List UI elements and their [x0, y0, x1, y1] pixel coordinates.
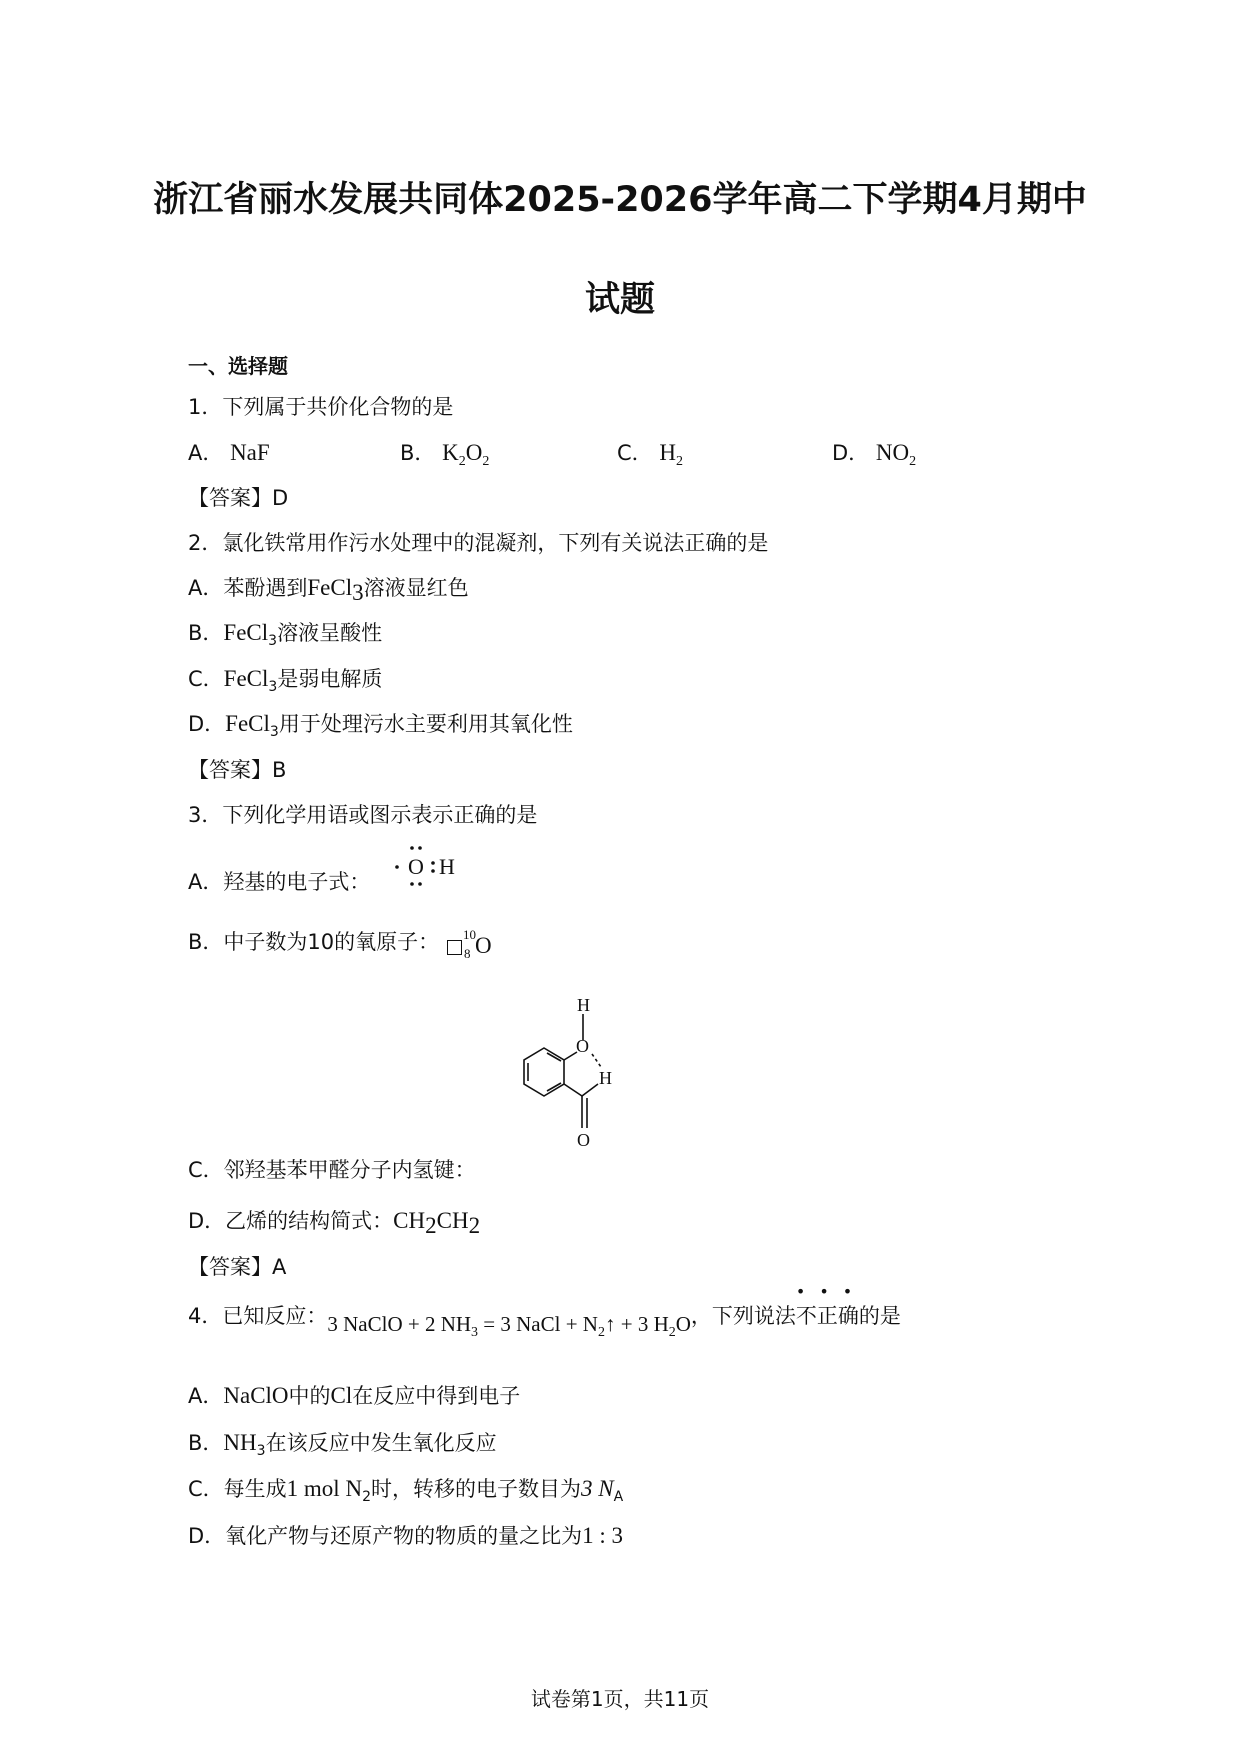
- oxygen-label: O: [577, 1130, 590, 1150]
- q3-stem: 3．下列化学用语或图示表示正确的是: [188, 803, 538, 827]
- oxygen-symbol: O: [408, 854, 424, 879]
- q1-stem: 1．下列属于共价化合物的是: [188, 395, 454, 419]
- q3-answer: 【答案】A: [188, 1255, 287, 1279]
- electron-dot: [431, 869, 435, 873]
- q4-option-d: D．氧化产物与还原产物的物质的量之比为1 : 3: [188, 1523, 624, 1548]
- hydrogen-label: H: [577, 996, 590, 1015]
- placeholder-box-icon: [447, 940, 462, 955]
- q1-option-b: B． $K_2O_2$: [400, 440, 490, 469]
- q2-answer: 【答案】B: [188, 758, 287, 782]
- section-heading: 一、选择题: [188, 354, 288, 378]
- q1-option-a: A． NaF: [188, 440, 270, 465]
- q3-option-d: D．乙烯的结构简式：$CH_2CH_2$: [188, 1208, 481, 1238]
- benzene-ring: [524, 1048, 564, 1096]
- hydrogen-label: H: [599, 1068, 612, 1088]
- electron-dot: [431, 861, 435, 865]
- q3-option-b: B．中子数为10的氧原子：: [188, 930, 440, 954]
- oxygen-label: O: [576, 1036, 589, 1056]
- o-hydroxybenzaldehyde-structure: [480, 996, 640, 1168]
- oxygen-isotope-notation: 10 8 O: [447, 931, 492, 961]
- q3-option-c: C．邻羟基苯甲醛分子内氢键：: [188, 1158, 476, 1182]
- electron-dot: [418, 882, 422, 886]
- q1-option-c: C． $H_2$: [617, 440, 683, 469]
- electron-dot: [410, 882, 414, 886]
- q1-answer: 【答案】D: [188, 486, 289, 510]
- page-footer: 试卷第1页，共11页: [530, 1687, 710, 1711]
- q4-option-b: B．$NH_3$在该反应中发生氧化反应: [188, 1430, 497, 1459]
- electron-dot: [418, 846, 422, 850]
- q2-option-c: C．FeCl$_3$是弱电解质: [188, 666, 383, 695]
- q2-option-b: B．FeCl$_3$溶液呈酸性: [188, 620, 383, 649]
- hydrogen-bond-line: [592, 1054, 601, 1067]
- emphasis-not-correct: ••• 不正确: [795, 1282, 867, 1328]
- hydrogen-symbol: H: [439, 854, 455, 879]
- c-h-bond: [582, 1084, 598, 1096]
- q4-stem: 4．已知反应：3 NaClO + 2 $NH_3 = 3$ NaCl + $N_2↑ + 3$ $H_2O$，下列说法 ••• 不正确的是: [188, 1282, 901, 1340]
- title-line-2: 试题: [584, 280, 655, 320]
- q4-option-a: A．NaClO中的Cl在反应中得到电子: [188, 1383, 521, 1408]
- electron-dot: [410, 846, 414, 850]
- q1-option-d: D． $NO_2$: [832, 440, 917, 469]
- electron-dot: [395, 865, 399, 869]
- q2-option-a: A．苯酚遇到FeCl$_3$溶液显红色: [188, 575, 469, 605]
- title-line-1: 浙江省丽水发展共同体2025-2026学年高二下学期4月期中: [153, 180, 1087, 220]
- q2-option-d: D．FeCl$_3$用于处理污水主要利用其氧化性: [188, 711, 573, 740]
- c-cho-bond: [564, 1084, 582, 1096]
- q2-stem: 2．氯化铁常用作污水处理中的混凝剂，下列有关说法正确的是: [188, 531, 769, 555]
- reaction-equation: 3 NaClO + 2 $NH_3 = 3$ NaCl + $N_2↑ + 3$ $H_2O$: [327, 1312, 691, 1340]
- q3-option-a: A．羟基的电子式：: [188, 870, 371, 894]
- hydroxyl-electron-formula: [386, 843, 466, 889]
- q4-option-c: C．每生成1 mol $N_2$时，转移的电子数目为3 $N_A$: [188, 1476, 624, 1505]
